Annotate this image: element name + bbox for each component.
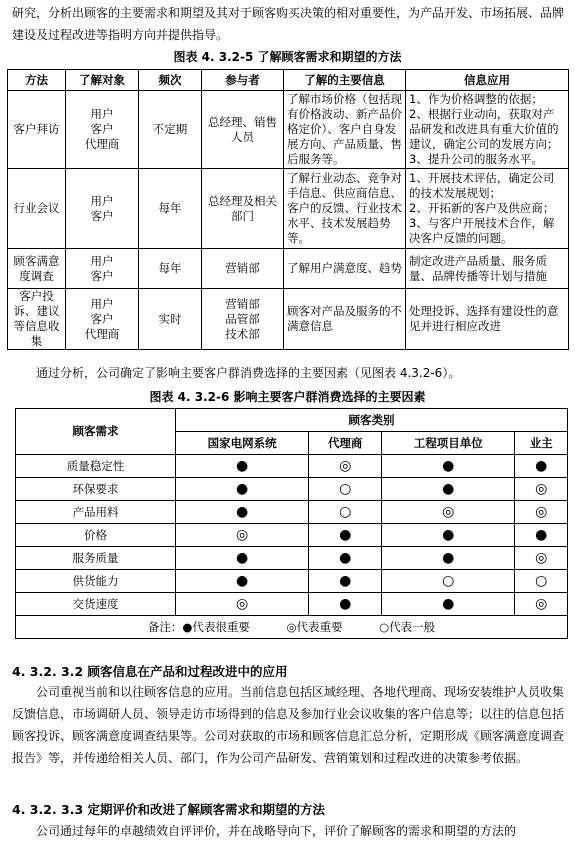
table1-header: 信息应用 — [406, 70, 569, 91]
table1-header: 了解对象 — [66, 70, 139, 91]
table1-cell: 顾客对产品及服务的不满意信息 — [284, 289, 406, 350]
table2-row-label: 价格 — [16, 524, 176, 547]
importance-symbol: ● — [442, 457, 455, 474]
importance-symbol: ◎ — [535, 595, 548, 612]
section-heading-3-2: 4. 3.2. 3.2 顾客信息在产品和过程改进中的应用 — [12, 664, 288, 679]
table2-row-label: 质量稳定性 — [16, 455, 176, 478]
table1-cell: 每年 — [139, 169, 202, 249]
analysis-sentence: 通过分析，公司确定了影响主要客户群消费选择的主要因素（见图表 4.3.2-6）。 — [36, 366, 461, 380]
table2-row — [16, 478, 568, 501]
table1-row — [8, 289, 569, 350]
intro-paragraph: 研究，分析出顾客的主要需求和期望及其对于顾客购买决策的相对重要性，为产品开发、市场拓展、品牌建设及过程改进等指明方向并提供指导。 — [12, 6, 565, 42]
importance-cell — [309, 524, 382, 547]
importance-symbol: ● — [236, 480, 249, 497]
importance-symbol: ● — [442, 549, 455, 566]
importance-symbol: ◎ — [339, 457, 352, 474]
importance-symbol: ● — [236, 503, 249, 520]
importance-symbol: ● — [236, 572, 249, 589]
table1-cell: 用户 客户 代理商 — [66, 289, 139, 350]
table2-row — [16, 593, 568, 616]
methods-table — [7, 69, 569, 350]
importance-cell — [176, 455, 309, 478]
table1-row — [8, 169, 569, 249]
importance-cell — [309, 570, 382, 593]
importance-cell — [176, 593, 309, 616]
importance-symbol: ○ — [535, 572, 548, 589]
table2-row-label: 供货能力 — [16, 570, 176, 593]
importance-cell — [309, 547, 382, 570]
table1-row — [8, 249, 569, 289]
section-paragraph-3-3: 公司通过每年的卓越绩效自评评价，并在战略导向下，评价了解顾客的需求和期望的方法的 — [36, 824, 517, 838]
importance-cell — [176, 570, 309, 593]
importance-cell — [515, 524, 568, 547]
table2-row — [16, 501, 568, 524]
table1-cell: 处理投诉、选择有建设性的意见并进行相应改进 — [406, 289, 569, 350]
legend-note: 备注：●代表很重要 ◎代表重要 ○代表一般 — [16, 616, 568, 639]
importance-symbol: ● — [535, 457, 548, 474]
importance-cell — [382, 593, 515, 616]
table1-header: 了解的主要信息 — [284, 70, 406, 91]
table1-header: 参与者 — [202, 70, 284, 91]
table2-row-label: 环保要求 — [16, 478, 176, 501]
importance-symbol: ○ — [339, 503, 352, 520]
table2-row-label: 服务质量 — [16, 547, 176, 570]
table2-row — [16, 547, 568, 570]
importance-cell — [176, 524, 309, 547]
importance-symbol: ○ — [442, 572, 455, 589]
importance-cell — [382, 478, 515, 501]
table1-cell: 了解市场价格（包括现有价格波动、新产品价格定价）、客户自身发展方向、产品质量、售后服务等。 — [284, 91, 406, 169]
importance-symbol: ● — [339, 572, 352, 589]
table2-row — [16, 524, 568, 547]
importance-symbol: ● — [339, 526, 352, 543]
importance-cell — [309, 501, 382, 524]
importance-cell — [515, 593, 568, 616]
importance-symbol: ● — [442, 480, 455, 497]
table1-cell: 客户投诉、建议等信息收集 — [8, 289, 66, 350]
importance-cell — [515, 501, 568, 524]
importance-symbol: ● — [442, 595, 455, 612]
importance-symbol: ● — [236, 457, 249, 474]
table1-cell: 用户 客户 — [66, 169, 139, 249]
importance-symbol: ● — [339, 549, 352, 566]
table1-cell: 用户 客户 — [66, 249, 139, 289]
table1-cell: 1、作为价格调整的依据； 2、根据行业动向，获取对产品研发和改进具有重大价值的建议，确定公司的发展方向； 3、提升公司的服务水平。 — [406, 91, 569, 169]
importance-cell — [382, 570, 515, 593]
importance-symbol: ● — [442, 526, 455, 543]
table1-cell: 营销部 — [202, 249, 284, 289]
importance-cell — [176, 547, 309, 570]
table1-cell: 1、开展技术评估，确定公司的技术发展规划； 2、开拓新的客户及供应商； 3、与客户开展技术合作，解决客户反馈的问题。 — [406, 169, 569, 249]
importance-symbol: ◎ — [442, 503, 455, 520]
table1-cell: 制定改进产品质量、服务质量、品牌传播等计划与措施 — [406, 249, 569, 289]
importance-cell — [515, 547, 568, 570]
importance-cell — [382, 547, 515, 570]
importance-symbol: ◎ — [535, 549, 548, 566]
table1-row — [8, 91, 569, 169]
table1-cell: 总经理及相关部门 — [202, 169, 284, 249]
importance-symbol: ○ — [339, 480, 352, 497]
importance-cell — [382, 524, 515, 547]
importance-cell — [382, 455, 515, 478]
importance-symbol: ● — [339, 595, 352, 612]
importance-symbol: ◎ — [236, 526, 249, 543]
table1-header: 频次 — [139, 70, 202, 91]
table2-caption: 图表 4. 3.2-6 影响主要客户群消费选择的主要因素 — [149, 390, 426, 404]
importance-cell — [176, 501, 309, 524]
table2-note-row — [16, 616, 568, 639]
importance-cell — [176, 478, 309, 501]
importance-symbol: ◎ — [535, 503, 548, 520]
table2-row-label: 交货速度 — [16, 593, 176, 616]
table1-header: 方法 — [8, 70, 66, 91]
table2-group-header: 顾客类别 — [176, 409, 568, 432]
table1-cell: 客户拜访 — [8, 91, 66, 169]
section-heading-3-3: 4. 3.2. 3.3 定期评价和改进了解顾客需求和期望的方法 — [12, 802, 326, 817]
importance-symbol: ● — [535, 526, 548, 543]
importance-cell — [309, 478, 382, 501]
table1-header-row — [8, 70, 569, 91]
table2-col-header: 代理商 — [309, 432, 382, 455]
table1-cell: 用户 客户 代理商 — [66, 91, 139, 169]
table1-cell: 每年 — [139, 249, 202, 289]
importance-symbol: ◎ — [236, 595, 249, 612]
importance-cell — [515, 455, 568, 478]
table1-cell: 实时 — [139, 289, 202, 350]
table2-corner: 顾客需求 — [16, 409, 176, 455]
importance-cell — [382, 501, 515, 524]
table1-cell: 行业会议 — [8, 169, 66, 249]
table1-cell: 总经理、销售人员 — [202, 91, 284, 169]
table2-col-header: 工程项目单位 — [382, 432, 515, 455]
importance-cell — [515, 478, 568, 501]
table2-row — [16, 455, 568, 478]
table2-col-header: 业主 — [515, 432, 568, 455]
importance-symbol: ◎ — [535, 480, 548, 497]
table1-cell: 了解用户满意度、趋势 — [284, 249, 406, 289]
table1-cell: 不定期 — [139, 91, 202, 169]
table1-caption: 图表 4. 3.2-5 了解顾客需求和期望的方法 — [173, 50, 402, 64]
table1-cell: 营销部 品管部 技术部 — [202, 289, 284, 350]
section-paragraph-3-2: 公司重视当前和以往顾客信息的应用。当前信息包括区域经理、各地代理商、现场安装维护人员收集反馈信息，市场调研人员、领导走访市场得到的信息及参加行业会议收集的客户信息等；以往的信息包括顾客投诉、顾客满意度调查结果等。公司对获取的市场和顾客信息汇总分析，定期形成《顾客满意度调查报告》等，并传递给相关人员、部门，作为公司产品研发、营销策划和过程改进的决策参考依据。 — [12, 685, 565, 765]
table1-cell: 顾客满意度调查 — [8, 249, 66, 289]
table2-col-header: 国家电网系统 — [176, 432, 309, 455]
table2-row — [16, 570, 568, 593]
importance-cell — [309, 593, 382, 616]
importance-cell — [309, 455, 382, 478]
table2-row-label: 产品用料 — [16, 501, 176, 524]
table1-cell: 了解行业动态、竞争对手信息、供应商信息、客户的反馈、行业技术水平、技术发展趋势等。 — [284, 169, 406, 249]
importance-symbol: ● — [236, 549, 249, 566]
importance-cell — [515, 570, 568, 593]
factors-table — [15, 408, 568, 639]
